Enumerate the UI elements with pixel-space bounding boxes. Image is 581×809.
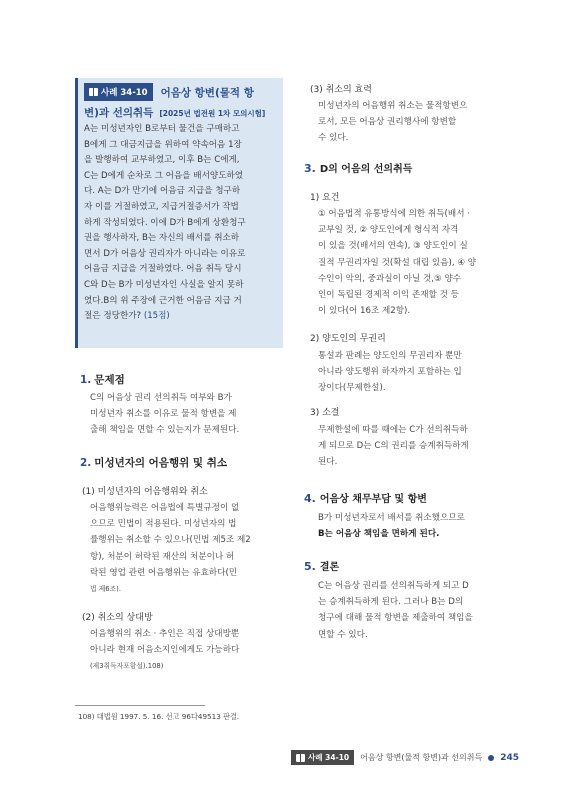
- case-source: [2025년 법전원 1차 모의시험]: [159, 109, 266, 118]
- case-body: A는 미성년자인 B로부터 물건을 구매하고 B에게 그 대금지급을 위하여 약속어음 1장 을 발행하여 교부하였고, 이후 B는 C에게, C는 D에게 순차로 그 어음을 배서양도하였 다. A는 D가 만기에 어음금 지급을 청구하 자 이를 거절하였고, 지급거절증서가 작법 하게 작성되었다. 이에 D가 B에게 상환청구 권을 행사하자, B는 자신의 배서를 취소하 면서 D가 어음상 권리자가 아니라는 이유로 어음금 지급을 거절하였다. 어음 취득 당시 C와 D는 B가 미성년자인 사실을 알지 못하 였다.B의 위 주장에 근거한 어음금 지급 거 절은 정당한가? (15점): [84, 124, 246, 322]
- section-1-text: C의 어음상 권리 선의취득 여부와 B가 미성년자 취소를 이유로 물적 항변을 제 출해 책임을 면할 수 있는지가 문제된다.: [90, 393, 240, 436]
- section-4-heading: 4. 어음상 채무부담 및 항변: [304, 492, 427, 505]
- section-2-heading: 2. 미성년자의 어음행위 및 취소: [80, 457, 227, 469]
- section-1-heading: 1. 문제점: [80, 374, 125, 386]
- footnote-ref: 108): [147, 662, 164, 671]
- section-5-heading: 5. 결론: [304, 560, 340, 573]
- transferor-text: 통설과 판례는 양도인의 무권리자 뿐만 아니라 양도행위 하자까지 포함하는 입 장이다(무제한설).: [318, 351, 462, 394]
- subsection-3-text: 미성년자의 어음행위 취소는 물적항변으 로서, 모든 어음상 권리행사에 항변할 수 있다.: [318, 101, 468, 144]
- transferor-heading: 2) 양도인의 무권리: [310, 334, 386, 344]
- req-text: ① 어음법적 유통방식에 의한 취득(배서 · 교부일 것, ② 양도인에게 형식적 자격 이 있을 것(배서의 연속), ③ 양도인이 실 질적 무권리자일 것(확설 대립 있음), ④ 양 수인이 악의, 중과실이 아닐 것,⑤ 양수 인이 독립된 경제적 이익 존재할 것 등 이 있다(어 16조 제2항).: [318, 209, 477, 317]
- footnote-divider: [75, 705, 205, 706]
- section-5-text: C는 어음상 권리를 선의취득하게 되고 D 는 승계취득하게 된다. 그러나 B는 D의 청구에 대해 물적 항변을 제출하여 책임을 면할 수 있다.: [318, 581, 473, 640]
- page-footer: [291, 750, 519, 765]
- subsection-1-heading: (1) 미성년자의 어음행위와 취소: [82, 487, 208, 497]
- footer-title: 어음상 항변(물적 항변)과 선의취득: [360, 753, 483, 762]
- subsection-3-heading: (3) 취소의 효력: [310, 85, 372, 95]
- case-tag: 사례 34-10: [84, 83, 153, 101]
- book-icon: [296, 754, 305, 762]
- req-heading: 1) 요건: [310, 193, 340, 203]
- case-title-cont: 변)과 선의취득: [84, 107, 154, 119]
- section-4-text: B가 미성년자로서 배서를 취소했으므로 B는 어음상 책임을 면하게 된다.: [318, 513, 465, 540]
- case-score: (15점): [143, 311, 170, 322]
- bullet-dot-icon: [488, 755, 494, 761]
- footnote: 108) 대법원 1997. 5. 16. 선고 96다49513 판결.: [78, 712, 240, 721]
- footer-case-tag: 사례 34-10: [291, 750, 354, 765]
- page-number: 245: [500, 752, 519, 763]
- conclusion-sub-heading: 3) 소결: [310, 408, 340, 418]
- section-3-heading: 3. D의 어음의 선의취득: [304, 162, 413, 175]
- conclusion-sub-text: 무제한설에 따를 때에는 C가 선의취득하 게 되므로 D는 C의 권리를 승계취득하게 된다.: [318, 425, 469, 468]
- case-box: [75, 78, 283, 348]
- subsection-2-heading: (2) 취소의 상대방: [82, 613, 153, 623]
- book-icon: [89, 88, 98, 96]
- case-title: 어음상 항변(물적 항: [160, 86, 254, 99]
- subsection-2-text: 어음행위의 취소 · 추인은 직접 상대방뿐 아니라 현재 어음소지인에게도 가능하다 (제3취득자포함설).108): [90, 629, 240, 671]
- subsection-1-text: 어음행위능력은 어음법에 특별규정이 없 으므로 민법이 적용된다. 미성년자의 법 률행위는 취소할 수 있으나(민법 제5조 제2 항), 처분이 허락된 재산의 처분이나 허 락된 영업 관련 어음행위는 유효하다(민 법 제6조).: [90, 503, 251, 594]
